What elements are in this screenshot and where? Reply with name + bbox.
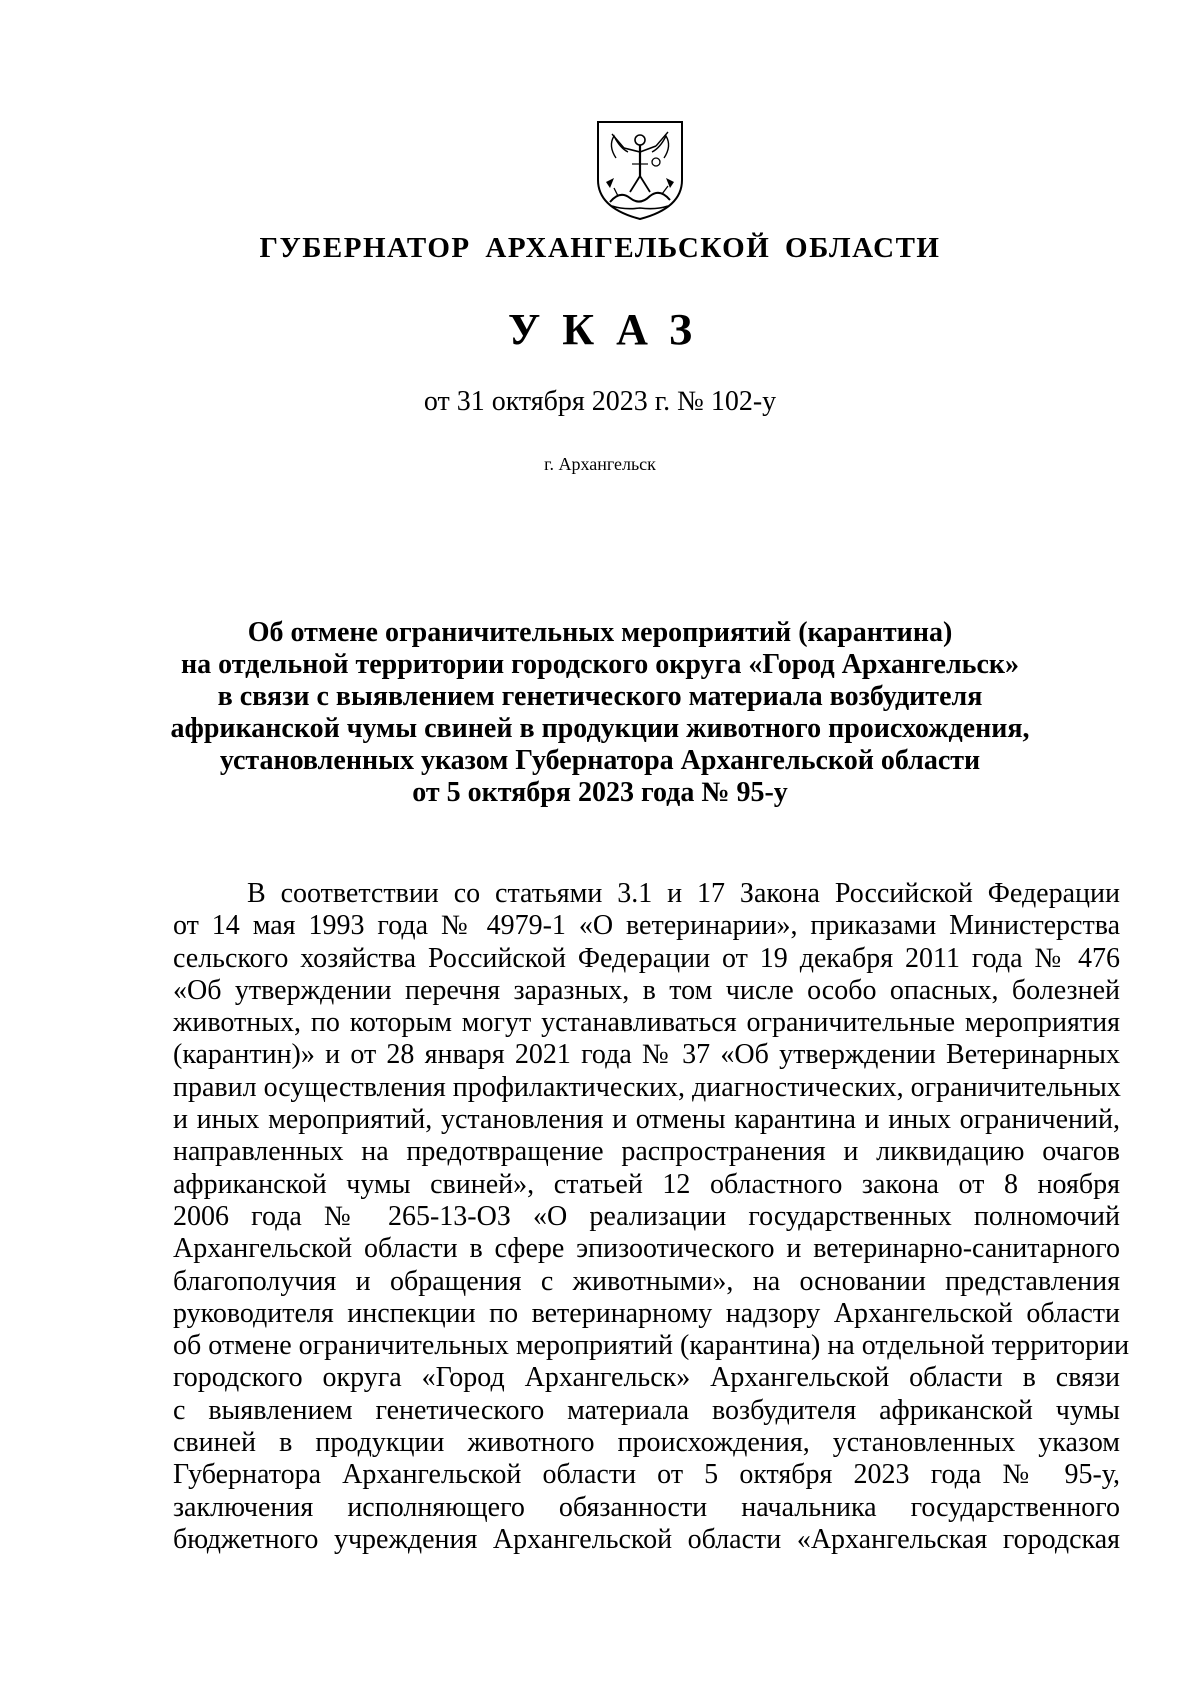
body-line: сельского хозяйства Российской Федерации от 19 декабря 2011 года № 476 <box>173 942 1120 974</box>
document-title <box>150 617 1050 809</box>
title-line: Об отмене ограничительных мероприятий (карантина) <box>247 617 953 648</box>
body-line: «Об утверждении перечня заразных, в том числе особо опасных, болезней <box>173 974 1120 1006</box>
body-line: животных, по которым могут устанавливаться ограничительные мероприятия <box>173 1007 1120 1039</box>
body-line: 2006 года № 265-13-ОЗ «О реализации государственных полномочий <box>173 1200 1120 1232</box>
body-line: городского округа «Город Архангельск» Архангельской области в связи <box>173 1362 1120 1394</box>
title-line: в связи с выявлением генетического материала возбудителя <box>217 681 983 712</box>
body-line: и иных мероприятий, установления и отмены карантина и иных ограничений, <box>173 1104 1120 1136</box>
title-line: от 5 октября 2023 года № 95-у <box>412 777 788 808</box>
body-line: Губернатора Архангельской области от 5 октября 2023 года № 95-у, <box>173 1459 1120 1491</box>
body-line: заключения исполняющего обязанности начальника государственного <box>173 1491 1120 1523</box>
document-city: г. Архангельск <box>544 454 656 474</box>
body-line: руководителя инспекции по ветеринарному надзору Архангельской области <box>173 1297 1120 1329</box>
body-line: В соответствии со статьями 3.1 и 17 Закона Российской Федерации <box>247 878 1120 909</box>
document-body <box>173 878 1130 1556</box>
body-line: благополучия и обращения с животными», на основании представления <box>173 1265 1120 1297</box>
body-line: от 14 мая 1993 года № 4979-1 «О ветеринарии», приказами Министерства <box>173 910 1120 942</box>
body-line: Архангельской области в сфере эпизоотического и ветеринарно-санитарного <box>173 1233 1120 1265</box>
body-line: бюджетного учреждения Архангельской области «Архангельская городская <box>173 1523 1120 1555</box>
body-line: свиней в продукции животного происхождения, установленных указом <box>173 1427 1120 1459</box>
body-line: африканской чумы свиней», статьей 12 областного закона от 8 ноября <box>173 1168 1120 1200</box>
title-line: африканской чумы свиней в продукции животного происхождения, <box>170 713 1030 744</box>
body-line: об отмене ограничительных мероприятий (карантина) на отдельной территории <box>173 1330 1130 1362</box>
body-line: (карантин)» и от 28 января 2021 года № 37 «Об утверждении Ветеринарных <box>173 1039 1120 1071</box>
body-line: с выявлением генетического материала возбудителя африканской чумы <box>173 1394 1120 1426</box>
title-line: установленных указом Губернатора Архангельской области <box>219 745 981 776</box>
title-line: на отдельной территории городского округа «Город Архангельск» <box>180 649 1020 680</box>
body-line: правил осуществления профилактических, диагностических, ограничительных <box>173 1071 1121 1103</box>
document-type-heading: УКАЗ <box>507 305 715 354</box>
document-date-number: от 31 октября 2023 г. № 102-у <box>423 386 777 417</box>
issuer-heading: ГУБЕРНАТОР АРХАНГЕЛЬСКОЙ ОБЛАСТИ <box>259 232 941 264</box>
coat-of-arms-icon <box>594 118 686 222</box>
body-line: направленных на предотвращение распространения и ликвидацию очагов <box>173 1136 1120 1168</box>
